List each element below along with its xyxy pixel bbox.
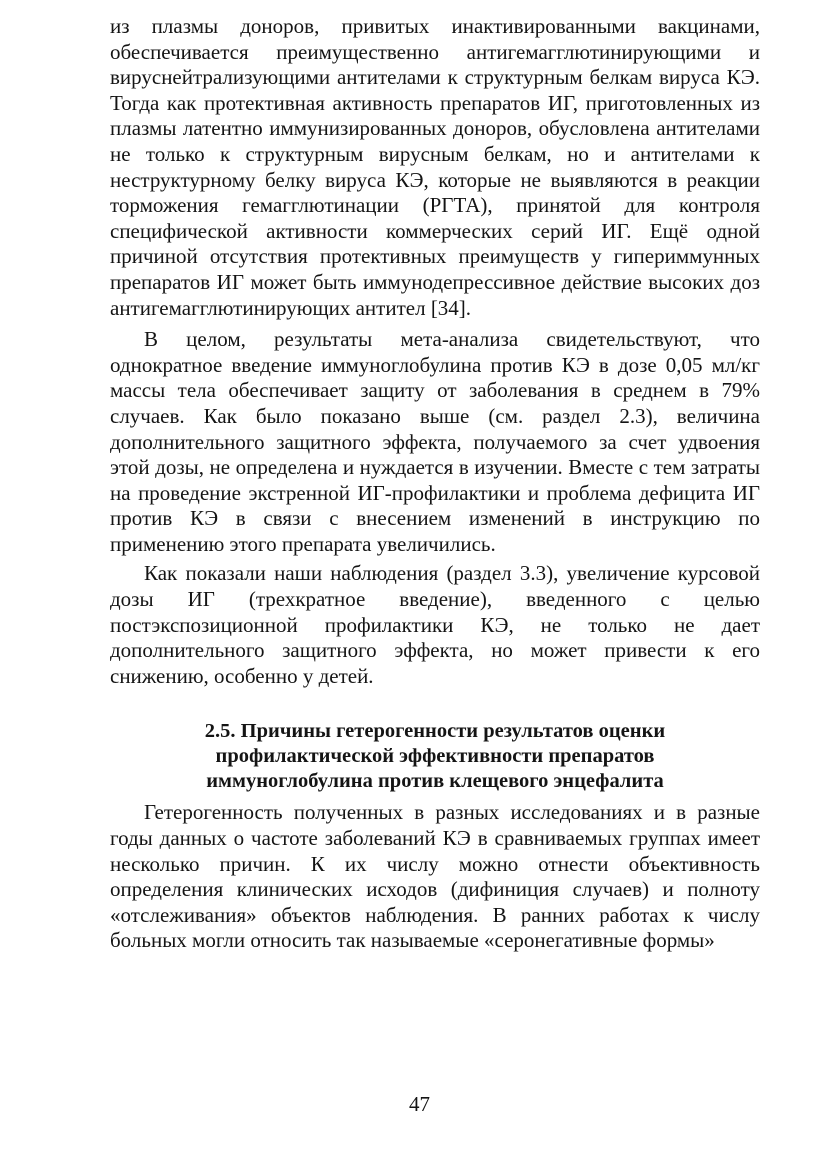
paragraph-4: Гетерогенность полученных в разных исследованиях и в разные годы данных о частоте заболеваний КЭ в сравниваемых группах имеет несколько причин. К их числу можно отнести объективность определения клинических исходов (дифиниция случаев) и полноту «отслеживания» объектов наблюдения. В ранних работах к числу больных могли относить так называемые «серонегативные формы» <box>110 800 760 953</box>
heading-line-3: иммуноглобулина против клещевого энцефалита <box>206 770 664 793</box>
paragraph-3: Как показали наши наблюдения (раздел 3.3), увеличение курсовой дозы ИГ (трехкратное введение), введенного с целью постэкспозиционной профилактики КЭ, не только не дает дополнительного защитного эффекта, но может привести к его снижению, особенно у детей. <box>110 561 760 688</box>
page-number: 47 <box>409 1092 430 1116</box>
heading-line-1: 2.5. Причины гетерогенности результатов оценки <box>204 720 666 743</box>
page-text <box>110 14 760 954</box>
heading-line-2: профилактической эффективности препаратов <box>215 745 655 768</box>
section-heading <box>110 719 760 794</box>
paragraph-2: В целом, результаты мета-анализа свидетельствуют, что однократное введение иммуноглобулина против КЭ в дозе 0,05 мл/кг массы тела обеспечивает защиту от заболевания в среднем в 79% случаев. Как было показано выше (см. раздел 2.3), величина дополнительного защитного эффекта, получаемого за счет удвоения этой дозы, не определена и нуждается в изучении. Вместе с тем затраты на проведение экстренной ИГ-профилактики и проблема дефицита ИГ против КЭ в связи с внесением изменений в инструкцию по применению этого препарата увеличились. <box>110 327 760 556</box>
paragraph-1: из плазмы доноров, привитых инактивированными вакцинами, обеспечивается преимущественно антигемагглютинирующими и вируснейтрализующими антителами к структурным белкам вируса КЭ. Тогда как протективная активность препаратов ИГ, приготовленных из плазмы латентно иммунизированных доноров, обусловлена антителами не только к структурным вирусным белкам, но и антителами к неструктурному белку вируса КЭ, которые не выявляются в реакции торможения гемагглютинации (РГТА), принятой для контроля специфической активности коммерческих серий ИГ. Ещё одной причиной отсутствия протективных преимуществ у гипериммунных препаратов ИГ может быть иммунодепрессивное действие высоких доз антигемагглютинирующих антител [34]. <box>110 14 760 320</box>
